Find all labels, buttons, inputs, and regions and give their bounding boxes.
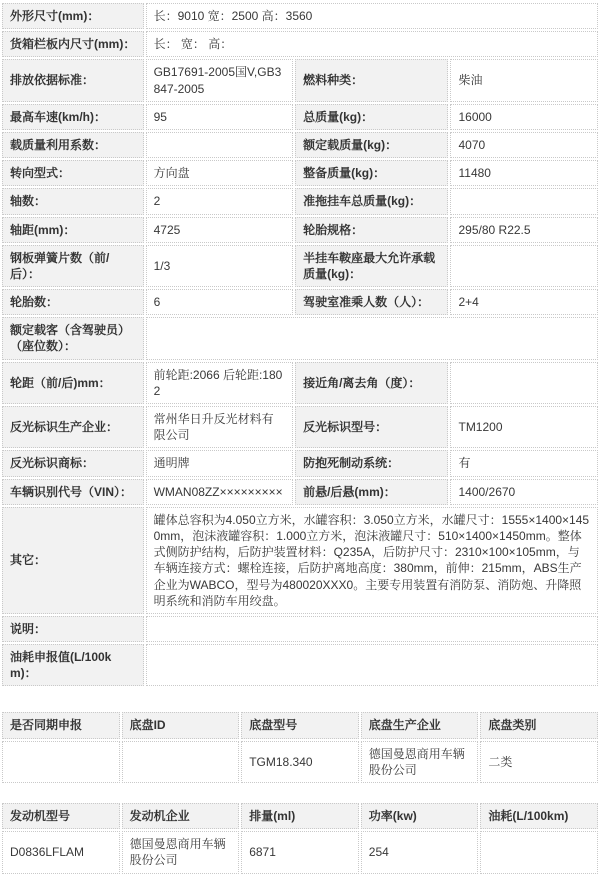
spec-label-steering-type: 转向型式： <box>2 160 144 186</box>
chassis-header-id: 底盘ID <box>122 712 240 738</box>
spec-value-approach-angle <box>450 362 598 404</box>
spec-row-track-angles <box>2 362 598 404</box>
spec-label-load-factor: 载质量利用系数： <box>2 132 144 158</box>
engine-manufacturer: 德国曼恩商用车辆股份公司 <box>122 831 240 873</box>
spec-label-wheelbase: 轴距(mm)： <box>2 217 144 243</box>
spec-label-reflective-model: 反光标识型号： <box>295 406 448 448</box>
spec-label-abs-system: 防抱死制动系统： <box>295 450 448 476</box>
engine-table <box>0 801 600 876</box>
spec-value-wheelbase: 4725 <box>146 217 294 243</box>
spec-label-remarks: 说明： <box>2 616 144 642</box>
chassis-data-row <box>2 741 598 783</box>
spec-row-speed-mass <box>2 104 598 130</box>
spec-label-reflective-brand: 反光标识商标： <box>2 450 144 476</box>
spec-label-cargo-inner-dims: 货箱栏板内尺寸(mm)： <box>2 31 144 57</box>
spec-label-cab-passengers: 驾驶室准乘人数（人）： <box>295 289 448 315</box>
engine-data-row <box>2 831 598 873</box>
spec-label-rated-load: 额定载质量(kg)： <box>295 132 448 158</box>
spec-value-saddle-load <box>450 245 598 287</box>
spec-label-tyre-spec: 轮胎规格： <box>295 217 448 243</box>
spec-row-remarks <box>2 616 598 642</box>
spec-label-rated-seats: 额定载客（含驾驶员）（座位数）： <box>2 317 144 359</box>
spec-value-reflective-model: TM1200 <box>450 406 598 448</box>
spec-label-fuel-type: 燃料种类： <box>295 59 448 101</box>
spec-label-reflective-manufacturer: 反光标识生产企业： <box>2 406 144 448</box>
engine-header-power: 功率(kw) <box>361 803 479 829</box>
spec-label-track: 轮距（前/后)mm： <box>2 362 144 404</box>
spec-label-emission-standard: 排放依据标准： <box>2 59 144 101</box>
spec-value-axle-count: 2 <box>146 188 294 214</box>
spec-label-exterior-dims: 外形尺寸(mm)： <box>2 3 144 29</box>
spec-row-tyres-passengers <box>2 289 598 315</box>
spec-label-fuel-declared: 油耗申报值(L/100km)： <box>2 644 144 686</box>
spec-value-cab-passengers: 2+4 <box>450 289 598 315</box>
spec-value-max-speed: 95 <box>146 104 294 130</box>
spec-value-trailer-mass <box>450 188 598 214</box>
chassis-header-same-period: 是否同期申报 <box>2 712 120 738</box>
chassis-table <box>0 710 600 785</box>
chassis-manufacturer: 德国曼恩商用车辆股份公司 <box>361 741 479 783</box>
chassis-header-model: 底盘型号 <box>241 712 359 738</box>
spec-value-steering-type: 方向盘 <box>146 160 294 186</box>
spec-label-tyre-count: 轮胎数： <box>2 289 144 315</box>
spec-value-spring-leaves: 1/3 <box>146 245 294 287</box>
spec-value-reflective-manufacturer: 常州华日升反光材料有限公司 <box>146 406 294 448</box>
engine-model: D0836LFLAM <box>2 831 120 873</box>
spec-value-overhang: 1400/2670 <box>450 479 598 505</box>
spec-value-curb-mass: 11480 <box>450 160 598 186</box>
spec-label-total-mass: 总质量(kg)： <box>295 104 448 130</box>
spec-label-vin: 车辆识别代号（VIN）： <box>2 479 144 505</box>
spec-row-rated-seats <box>2 317 598 359</box>
engine-header-displacement: 排量(ml) <box>241 803 359 829</box>
spec-value-tyre-count: 6 <box>146 289 294 315</box>
spec-value-load-factor <box>146 132 294 158</box>
spec-row-springs-saddle <box>2 245 598 287</box>
spec-label-other: 其它： <box>2 507 144 614</box>
spec-row-reflective-maker-model <box>2 406 598 448</box>
spec-row-other <box>2 507 598 614</box>
spec-label-axle-count: 轴数： <box>2 188 144 214</box>
spec-value-other: 罐体总容积为4.050立方米，水罐容积：3.050立方米，水罐尺寸：1555×1400×1450mm，泡沫液罐容积：1.000立方米，泡沫液罐尺寸：510×1400×1450mm。整体式侧防护结构，后防护装置材料：Q235A，后防护尺寸：2310×100×105mm，与车辆连接方式：螺栓连接，后防护离地高度：380mm，前伸：215mm，ABS生产企业为WABCO，型号为480020XXX0。主要专用装置有消防泵、消防炮、升降照明系统和消防车用绞盘。 <box>146 507 598 614</box>
spec-value-cargo-inner-dims: 长： 宽： 高： <box>146 31 598 57</box>
spec-value-fuel-declared <box>146 644 598 686</box>
engine-header-manufacturer: 发动机企业 <box>122 803 240 829</box>
spec-row-wheelbase-tyre <box>2 217 598 243</box>
chassis-same-period <box>2 741 120 783</box>
spec-label-curb-mass: 整备质量(kg)： <box>295 160 448 186</box>
spec-label-saddle-load: 半挂车鞍座最大允许承载质量(kg)： <box>295 245 448 287</box>
spec-row-cargo-inner-dims <box>2 31 598 57</box>
spec-label-max-speed: 最高车速(km/h)： <box>2 104 144 130</box>
spec-label-spring-leaves: 钢板弹簧片数（前/后）： <box>2 245 144 287</box>
spec-value-emission-standard: GB17691-2005国V,GB3847-2005 <box>146 59 294 101</box>
chassis-model: TGM18.340 <box>241 741 359 783</box>
engine-header-row <box>2 803 598 829</box>
spec-row-emission-fuel <box>2 59 598 101</box>
spec-table <box>0 1 600 688</box>
spec-value-abs-system: 有 <box>450 450 598 476</box>
spec-value-vin: WMAN08ZZ××××××××× <box>146 479 294 505</box>
chassis-id <box>122 741 240 783</box>
spec-value-total-mass: 16000 <box>450 104 598 130</box>
spec-value-fuel-type: 柴油 <box>450 59 598 101</box>
spec-value-tyre-spec: 295/80 R22.5 <box>450 217 598 243</box>
chassis-header-category: 底盘类别 <box>480 712 598 738</box>
spec-row-exterior-dims <box>2 3 598 29</box>
spec-label-trailer-mass: 准拖挂车总质量(kg)： <box>295 188 448 214</box>
spec-row-fuel-declared <box>2 644 598 686</box>
engine-header-fuel-consumption: 油耗(L/100km) <box>480 803 598 829</box>
spec-value-exterior-dims: 长：9010 宽：2500 高：3560 <box>146 3 598 29</box>
spec-value-remarks <box>146 616 598 642</box>
engine-power: 254 <box>361 831 479 873</box>
spec-label-approach-angle: 接近角/离去角（度）： <box>295 362 448 404</box>
spec-value-rated-seats <box>146 317 598 359</box>
chassis-category: 二类 <box>480 741 598 783</box>
spec-value-rated-load: 4070 <box>450 132 598 158</box>
spec-row-axles-trailermass <box>2 188 598 214</box>
engine-fuel-consumption <box>480 831 598 873</box>
chassis-header-manufacturer: 底盘生产企业 <box>361 712 479 738</box>
spec-value-reflective-brand: 通明牌 <box>146 450 294 476</box>
spec-row-vin-overhang <box>2 479 598 505</box>
spec-label-overhang: 前悬/后悬(mm)： <box>295 479 448 505</box>
spec-row-reflective-brand-abs <box>2 450 598 476</box>
spec-row-steering-curbmass <box>2 160 598 186</box>
engine-header-model: 发动机型号 <box>2 803 120 829</box>
spec-value-track: 前轮距:2066 后轮距:1802 <box>146 362 294 404</box>
engine-displacement: 6871 <box>241 831 359 873</box>
spec-row-loadfactor-ratedload <box>2 132 598 158</box>
